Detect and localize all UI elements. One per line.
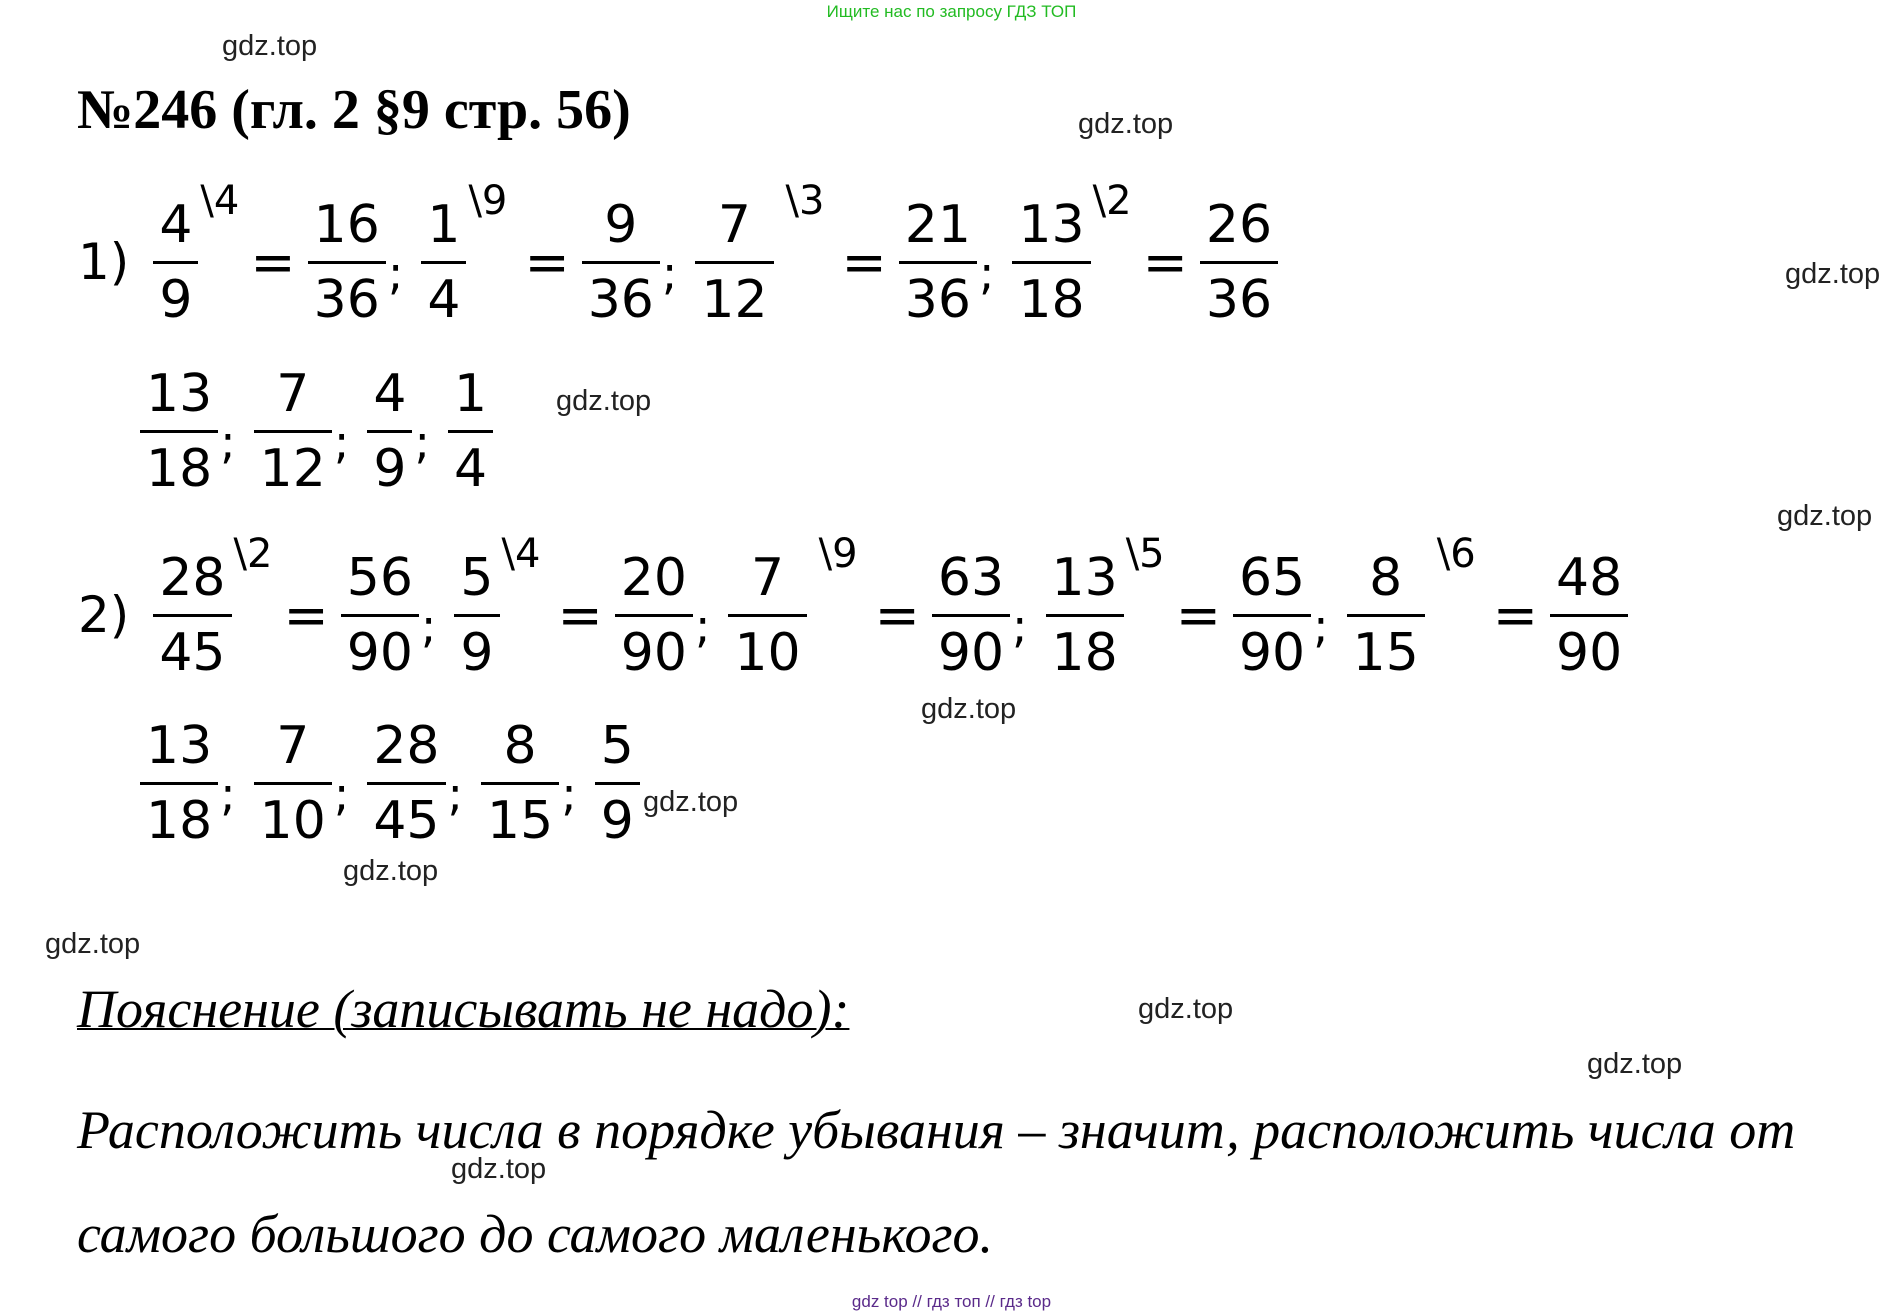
- part-label: 2): [78, 586, 130, 644]
- fraction: 7 12 \3: [695, 199, 773, 326]
- watermark: gdz.top: [451, 1153, 547, 1185]
- separator: ;: [978, 246, 995, 300]
- part-label: 1): [78, 233, 130, 291]
- separator: ;: [333, 415, 350, 469]
- fraction: $\frac{8}{15}$: [481, 720, 559, 847]
- equals-sign: =: [1142, 230, 1188, 294]
- equals-sign: =: [524, 230, 570, 294]
- separator: ;: [220, 767, 236, 821]
- fraction: $\frac{56}{90}$: [341, 552, 419, 679]
- fraction: $\frac{21}{36}$: [899, 199, 977, 326]
- fraction: $\frac{20}{90}$: [615, 552, 693, 679]
- fraction: 13 18 \5: [1046, 552, 1124, 679]
- multiplier: \9: [818, 530, 858, 577]
- separator: ;: [414, 415, 430, 469]
- fraction: $\frac{5}{9}$: [595, 720, 640, 847]
- equals-sign: =: [1492, 583, 1539, 647]
- multiplier: \2: [1092, 177, 1132, 224]
- equals-sign: =: [874, 583, 920, 647]
- watermark: gdz.top: [1587, 1048, 1683, 1080]
- fraction: 5 9 \4: [454, 552, 499, 679]
- fraction: 13 18 \2: [1012, 199, 1090, 326]
- multiplier: \5: [1125, 530, 1165, 577]
- fraction: 7 10 \9: [728, 552, 806, 679]
- multiplier: \3: [785, 177, 825, 224]
- fraction: $\frac{48}{90}$: [1550, 552, 1628, 679]
- separator: ;: [333, 767, 350, 821]
- multiplier: \9: [468, 177, 508, 224]
- fraction: 8 15 \6: [1347, 552, 1425, 679]
- fraction: $\frac{28}{45}$: [367, 720, 445, 847]
- fraction: 1 4 \9: [421, 199, 466, 326]
- separator: ;: [387, 246, 404, 300]
- fraction: $\frac{9}{36}$: [582, 199, 660, 326]
- fraction: $\frac{4}{9}$: [367, 368, 412, 495]
- equals-sign: =: [283, 583, 329, 647]
- fraction: 4 9 \4: [153, 199, 198, 326]
- multiplier: \4: [501, 530, 541, 577]
- separator: ;: [220, 415, 236, 469]
- explanation-text: Расположить числа в порядке убывания – значит, расположить числа от самого большого до самого маленького.: [77, 1100, 1796, 1264]
- fraction: $\frac{26}{36}$: [1200, 199, 1278, 326]
- equals-sign: =: [557, 583, 603, 647]
- explanation-heading: Пояснение (записывать не надо):: [77, 979, 850, 1039]
- fraction: $\frac{7}{12}$: [254, 368, 332, 495]
- watermark: gdz.top: [222, 30, 318, 62]
- watermark: gdz.top: [921, 693, 1017, 725]
- fraction: $\frac{1}{4}$: [448, 368, 493, 495]
- fraction: $\frac{63}{90}$: [932, 552, 1010, 679]
- footer-links[interactable]: gdz top // гдз топ // гдз top: [851, 1292, 1052, 1311]
- page-title: №246 (гл. 2 §9 стр. 56): [77, 79, 631, 141]
- fraction: $\frac{13}{18}$: [140, 368, 218, 495]
- separator: ;: [420, 599, 437, 653]
- part2-ordered: [140, 708, 640, 858]
- separator: ;: [1012, 599, 1028, 653]
- fraction: $\frac{16}{36}$: [308, 199, 386, 326]
- separator: ;: [561, 767, 577, 821]
- top-banner: Ищите нас по запросу ГДЗ ТОП: [826, 2, 1077, 21]
- watermark: gdz.top: [1785, 258, 1881, 290]
- part1-equalities: [78, 177, 1278, 337]
- multiplier: \6: [1436, 530, 1476, 577]
- fraction: $\frac{13}{18}$: [140, 720, 218, 847]
- multiplier: \2: [233, 530, 273, 577]
- part1-ordered: [140, 356, 493, 506]
- separator: ;: [1313, 599, 1329, 653]
- watermark: gdz.top: [343, 855, 439, 887]
- watermark: gdz.top: [45, 928, 141, 960]
- watermark: gdz.top: [1777, 500, 1873, 532]
- separator: ;: [447, 767, 464, 821]
- equals-sign: =: [1175, 583, 1221, 647]
- part2-equalities: [78, 530, 1628, 690]
- fraction: 28 45 \2: [153, 552, 231, 679]
- equals-sign: =: [841, 230, 887, 294]
- fraction: $\frac{65}{90}$: [1233, 552, 1311, 679]
- watermark: gdz.top: [556, 385, 652, 417]
- watermark: gdz.top: [643, 786, 739, 818]
- separator: ;: [694, 599, 711, 653]
- fraction: $\frac{7}{10}$: [254, 720, 332, 847]
- multiplier: \4: [200, 177, 240, 224]
- watermark: gdz.top: [1138, 993, 1234, 1025]
- separator: ;: [661, 246, 678, 300]
- watermark: gdz.top: [1078, 108, 1174, 140]
- equals-sign: =: [250, 230, 296, 294]
